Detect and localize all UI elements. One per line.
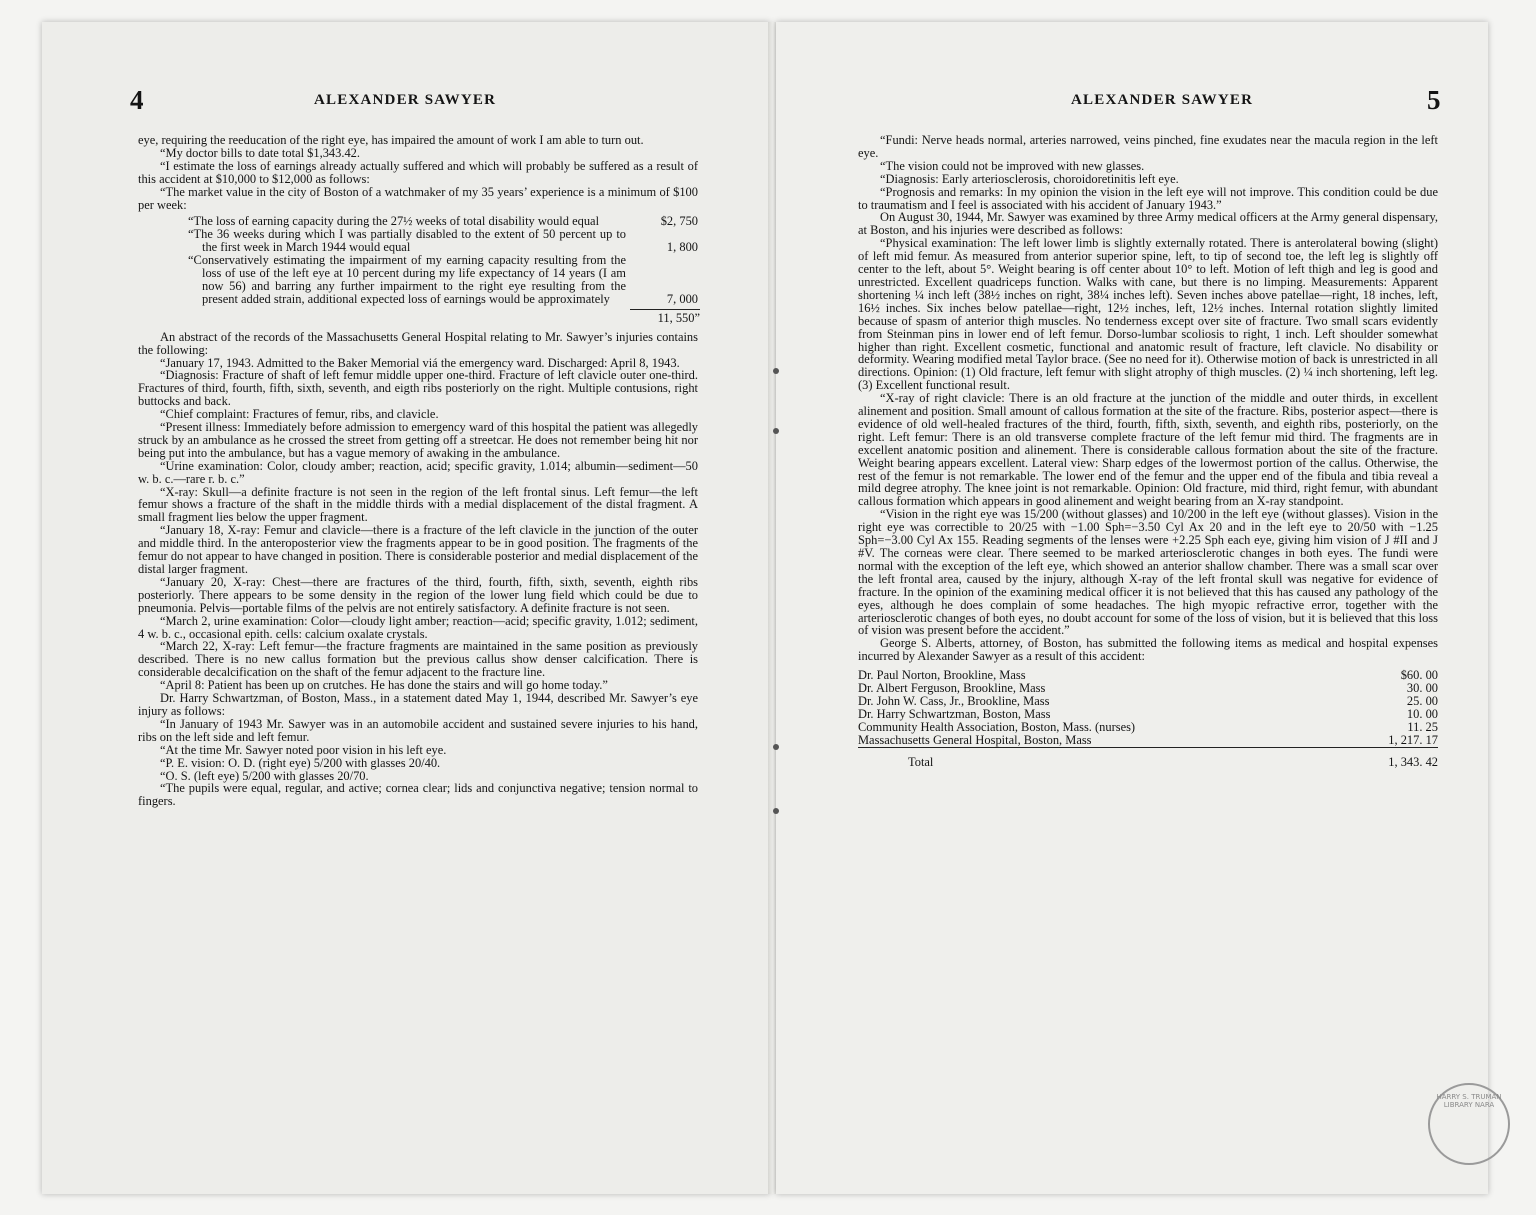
expense-name: Dr. Harry Schwartzman, Boston, Mass	[858, 706, 1051, 721]
expense-name: Dr. John W. Cass, Jr., Brookline, Mass	[858, 693, 1050, 708]
expense-amount: 11. 25	[1407, 719, 1438, 734]
paragraph: “Physical examination: The left lower limb is slightly externally rotated. There is anterolateral bowing (slight) of left mid femur. As measured from anterior superior spine, left, to tip of second toe, the left leg is slightly off center to the left, about 5°. Weight bearing is off center about 10° to left. Motion of left thigh and leg is good and unrestricted. Excellent quadriceps function. Walks with cane, but there is no limping. Measurements: Apparent shortening ¼ inch left (38½ inches on right, 38¼ inches left). Seven inches above patellae—right, 18 inches, left, 16½ inches. Six inches below patellae—right, 12½ inches, left, 12½ inches. Internal rotation slightly limited because of spasm of anterior thigh muscles. No tenderness except over site of fracture. Two small scars evidently from Steinman pins in lower end of left femur. Dorso-lumbar scoliosis to right, 1 inch. Left shoulder somewhat higher than right. Excellent cosmetic, functional and anatomic result of fracture, left clavicle. No disability or deformity. Wearing modified metal Taylor brace. (See no need for it). Otherwise motion of back is unrestricted in all directions. Opinion: (1) Old fracture, left femur with slight atrophy of thigh muscles. (2) ¼ inch shortening, left leg. (3) Excellent functional result.	[858, 236, 1438, 393]
expense-name: Community Health Association, Boston, Mass. (nurses)	[858, 719, 1136, 734]
expense-amount: 25. 00	[1406, 693, 1438, 708]
paragraph: “Urine examination: Color, cloudy amber; reaction, acid; specific gravity, 1.014; albumin—sediment—50 w. b. c.—rare r. b. c.”	[138, 458, 698, 486]
running-header-right: ALEXANDER SAWYER	[1071, 92, 1254, 108]
expense-table	[858, 669, 1438, 769]
paragraph: “In January of 1943 Mr. Sawyer was in an automobile accident and sustained severe injuries to his hand, ribs on the left side and left femur.	[138, 716, 698, 744]
paragraph: eye, requiring the reeducation of the right eye, has impaired the amount of work I am able to turn out.	[138, 133, 644, 147]
expense-name: Dr. Paul Norton, Brookline, Mass	[858, 668, 1026, 683]
paragraph: “January 20, X-ray: Chest—there are fractures of the third, fourth, fifth, sixth, seventh, eighth ribs posteriorly. There appears to be some density in the region of the lower lung field which could be due to pneumonia. Pelvis—portable films of the pelvis are not entirely satisfactory. A definite fracture is not seen.	[138, 574, 698, 615]
estimate-row	[138, 254, 698, 306]
paragraph: “X-ray: Skull—a definite fracture is not seen in the region of the left frontal sinus. Left femur—the left femur shows a fracture of the shaft in the middle thirds with a medial displacement of the distal fragment. A small fragment lies below the upper fragment.	[138, 484, 698, 525]
binding-staple	[773, 428, 779, 434]
expense-amount: $60. 00	[1400, 668, 1438, 683]
paragraph: “January 17, 1943. Admitted to the Baker Memorial viá the emergency ward. Discharged: April 8, 1943.	[160, 355, 680, 370]
estimate-total: 11, 550”	[630, 309, 700, 325]
binding-staple	[773, 744, 779, 750]
right-text-column	[858, 134, 1438, 769]
paragraph: “April 8: Patient has been up on crutches. He has done the stairs and will go home today.”	[160, 678, 608, 693]
estimate-amount: $2, 750	[660, 214, 698, 229]
table-row	[858, 695, 1438, 708]
estimate-text: “The loss of earning capacity during the 27½ weeks of total disability would equal	[188, 214, 600, 229]
paragraph: “The market value in the city of Boston of a watchmaker of my 35 years’ experience is a minimum of $100 per week:	[138, 184, 698, 212]
expense-amount: 1, 217. 17	[1358, 734, 1438, 747]
expense-name: Massachusetts General Hospital, Boston, Mass	[858, 734, 1358, 747]
stamp-text: HARRY S. TRUMAN LIBRARY NARA	[1436, 1093, 1502, 1109]
left-text-column	[138, 134, 698, 808]
total-row	[858, 747, 1438, 768]
paragraph: “I estimate the loss of earnings already actually suffered and which will probably be suffered as a result of this accident at $10,000 to $12,000 as follows:	[138, 158, 698, 186]
binding-staple	[773, 368, 779, 374]
paragraph: “My doctor bills to date total $1,343.42.	[160, 145, 361, 160]
table-row	[858, 721, 1438, 734]
archive-seal-stamp	[1428, 1083, 1510, 1165]
paragraph: “Fundi: Nerve heads normal, arteries narrowed, veins pinched, fine exudates near the macula region in the left eye.	[858, 133, 1438, 160]
page-number-left: 4	[130, 85, 144, 115]
paragraph: George S. Alberts, attorney, of Boston, has submitted the following items as medical and hospital expenses incurred by Alexander Sawyer as a result of this accident:	[858, 636, 1438, 664]
estimate-amount: 7, 000	[666, 291, 698, 306]
earnings-estimate-list	[138, 215, 698, 324]
estimate-amount: 1, 800	[666, 240, 698, 255]
paragraph: “Chief complaint: Fractures of femur, ribs, and clavicle.	[160, 407, 439, 422]
paragraph: Dr. Harry Schwartzman, of Boston, Mass., in a statement dated May 1, 1944, described Mr. Sawyer’s eye injury as follows:	[138, 691, 698, 718]
paragraph: An abstract of the records of the Massachusetts General Hospital relating to Mr. Sawyer’s injuries contains the following:	[138, 329, 698, 357]
paragraph: “January 18, X-ray: Femur and clavicle—there is a fracture of the left clavicle in the junction of the outer and middle third. In the anteroposterior view the fragments appear to be in good position. The fragments of the femur do not appear to have changed in position. There is considerable posterior and medial displacement of the distal larger fragment.	[138, 523, 698, 576]
estimate-text: “Conservatively estimating the impairment of my earning capacity resulting from the loss of use of the left eye at 10 percent during my life expectancy of 14 years (I am now 56) and barring any further impairment to the right eye resulting from the present added strain, additional expected loss of earnings would be approximately	[188, 253, 626, 306]
paragraph: “The vision could not be improved with new glasses.	[880, 158, 1145, 173]
expense-name: Dr. Albert Ferguson, Brookline, Mass	[858, 681, 1046, 696]
paragraph: On August 30, 1944, Mr. Sawyer was examined by three Army medical officers at the Army general dispensary, at Boston, and his injuries were described as follows:	[858, 210, 1438, 238]
running-header-left: ALEXANDER SAWYER	[314, 92, 497, 108]
paragraph: “Prognosis and remarks: In my opinion the vision in the left eye will not improve. This condition could be due to traumatism and I feel is associated with his accident of January 1943.”	[858, 184, 1438, 212]
paragraph: “X-ray of right clavicle: There is an old fracture at the junction of the middle and outer thirds, in excellent alinement and position. Small amount of callous formation at the site of the fracture. Ribs, posterior aspect—there is evidence of old well-healed fractures of the third, fourth, fifth, sixth, seventh, and eighth ribs, posteriorly, on the right. Left femur: There is an old transverse complete fracture of the left femur mid third. The fragments are in excellent anatomic position and alinement. There is considerable callous formation about the site of the fracture. Weight bearing appears excellent. Lateral view: Sharp edges of the lowermost portion of the callus. Otherwise, the rest of the femur is not remarkable. The lower end of the femur and the upper end of the fibula and tibia reveal a mild degree atrophy. The knee joint is not remarkable. Opinion: Old fracture, mid third, right femur, with abundant callous formation which appears in good alinement and weight bearing from an X-ray standpoint.	[858, 391, 1438, 509]
estimate-row	[138, 228, 698, 254]
paragraph: “Diagnosis: Early arteriosclerosis, choroidoretinitis left eye.	[880, 171, 1179, 186]
expense-amount: 30. 00	[1406, 681, 1438, 696]
total-label: Total	[908, 754, 934, 769]
paragraph: “The pupils were equal, regular, and active; cornea clear; lids and conjunctiva negative; tension normal to fingers.	[138, 781, 698, 809]
expense-amount: 10. 00	[1406, 706, 1438, 721]
table-row	[858, 708, 1438, 721]
estimate-text: “The 36 weeks during which I was partially disabled to the extent of 50 percent up to the first week in March 1944 would equal	[188, 227, 626, 255]
paragraph: “Present illness: Immediately before admission to emergency ward of this hospital the patient was allegedly struck by an ambulance as he crossed the street from getting off a streetcar. He does not remember being hit nor being put into the ambulance, but has a vague memory of awaking in the ambulance.	[138, 420, 698, 460]
binding-staple	[773, 808, 779, 814]
paragraph: “Diagnosis: Fracture of shaft of left femur middle upper one-third. Fracture of left clavicle outer one-third. Fractures of third, fourth, fifth, sixth, seventh, and eigth ribs posteriorly on the right. Multiple contusions, right buttocks and back.	[138, 368, 698, 409]
paragraph: “P. E. vision: O. D. (right eye) 5/200 with glasses 20/40.	[160, 755, 441, 770]
paragraph: “O. S. (left eye) 5/200 with glasses 20/70.	[160, 768, 369, 783]
paragraph: “March 2, urine examination: Color—cloudy light amber; reaction—acid; specific gravity, 1.012; sediment, 4 w. b. c., occasional epith. cells: calcium oxalate crystals.	[138, 613, 698, 641]
page-number-right: 5	[1427, 85, 1441, 115]
paragraph: “At the time Mr. Sawyer noted poor vision in his left eye.	[160, 742, 447, 757]
total-amount: 1, 343. 42	[1388, 754, 1438, 769]
paragraph: “Vision in the right eye was 15/200 (without glasses) and 10/200 in the left eye (without glasses). Vision in the right eye was correctible to 20/25 with −1.00 Sph=−3.50 Cyl Ax 20 and in the left eye to 20/50 with −1.25 Sph=−3.00 Cyl Ax 155. Reading segments of the lenses were +2.25 Sph each eye, giving him vision of J #II and J #V. The corneas were clear. There seemed to be marked arteriosclerotic changes in both eyes. The fundi were normal with the exception of the left eye, which showed an anterior shallow chamber. There was a small scar over the left frontal area, caused by the injury, although X-ray of the left frontal skull was negative for evidence of fracture. In the opinion of the examining medical officer it is not believed that this has caused any pathology of the eyes, although he does complain of some headaches. The high myopic refractive error, together with the arteriosclerotic changes of both eyes, no doubt account for some of the loss of vision, but it is believed that this loss of vision was present before the accident.”	[858, 507, 1438, 638]
paragraph: “March 22, X-ray: Left femur—the fracture fragments are maintained in the same position as previously described. There is no new callus formation but the previous callus show denser calcification. There is considerable decalcification on the shaft of the femur adjacent to the fracture line.	[138, 639, 698, 680]
table-row	[858, 734, 1438, 747]
